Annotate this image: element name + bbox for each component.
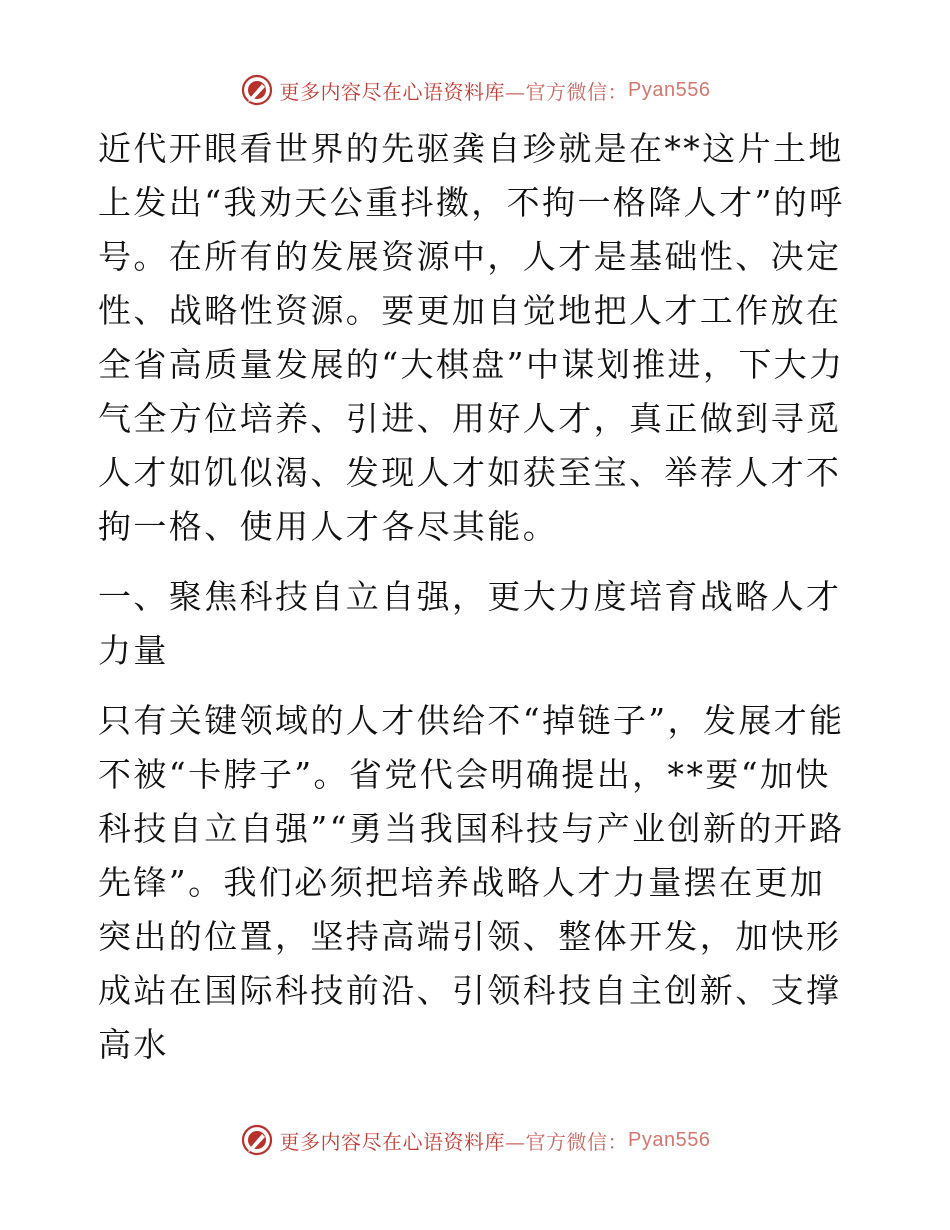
header-watermark-wechat-id: Pyan556 bbox=[628, 78, 711, 101]
footer-watermark-wechat-id: Pyan556 bbox=[628, 1128, 711, 1151]
section-heading-1: 一、聚焦科技自立自强，更大力度培育战略人才力量 bbox=[98, 577, 842, 670]
header-watermark-wechat-label: —官方微信： bbox=[505, 79, 629, 104]
pen-logo-icon bbox=[240, 1123, 274, 1157]
header-watermark-banner bbox=[0, 70, 950, 110]
document-body bbox=[98, 122, 858, 1072]
footer-watermark-banner bbox=[0, 1120, 950, 1160]
header-watermark-text bbox=[280, 76, 711, 105]
footer-watermark-site: 更多内容尽在心语资料库 bbox=[279, 1129, 506, 1154]
pen-logo-icon bbox=[240, 73, 274, 107]
header-watermark-site: 更多内容尽在心语资料库 bbox=[279, 79, 506, 104]
footer-watermark-wechat-label: —官方微信： bbox=[505, 1129, 629, 1154]
paragraph-intro: 近代开眼看世界的先驱龚自珍就是在**这片土地上发出“我劝天公重抖擞，不拘一格降人才”的呼号。在所有的发展资源中，人才是基础性、决定性、战略性资源。要更加自觉地把人才工作放在全省高质量发展的“大棋盘”中谋划推进，下大力气全方位培养、引进、用好人才，真正做到寻觅人才如饥似渴、发现人才如获至宝、举荐人才不拘一格、使用人才各尽其能。 bbox=[98, 129, 845, 546]
paragraph-section-1: 只有关键领域的人才供给不“掉链子”，发展才能不被“卡脖子”。省党代会明确提出，**要“加快科技自立自强”“勇当我国科技与产业创新的开路先锋”。我们必须把培养战略人才力量摆在更加突出的位置，坚持高端引领、整体开发，加快形成站在国际科技前沿、引领科技自主创新、支撑高水 bbox=[98, 701, 845, 1064]
footer-watermark-text bbox=[280, 1126, 711, 1155]
